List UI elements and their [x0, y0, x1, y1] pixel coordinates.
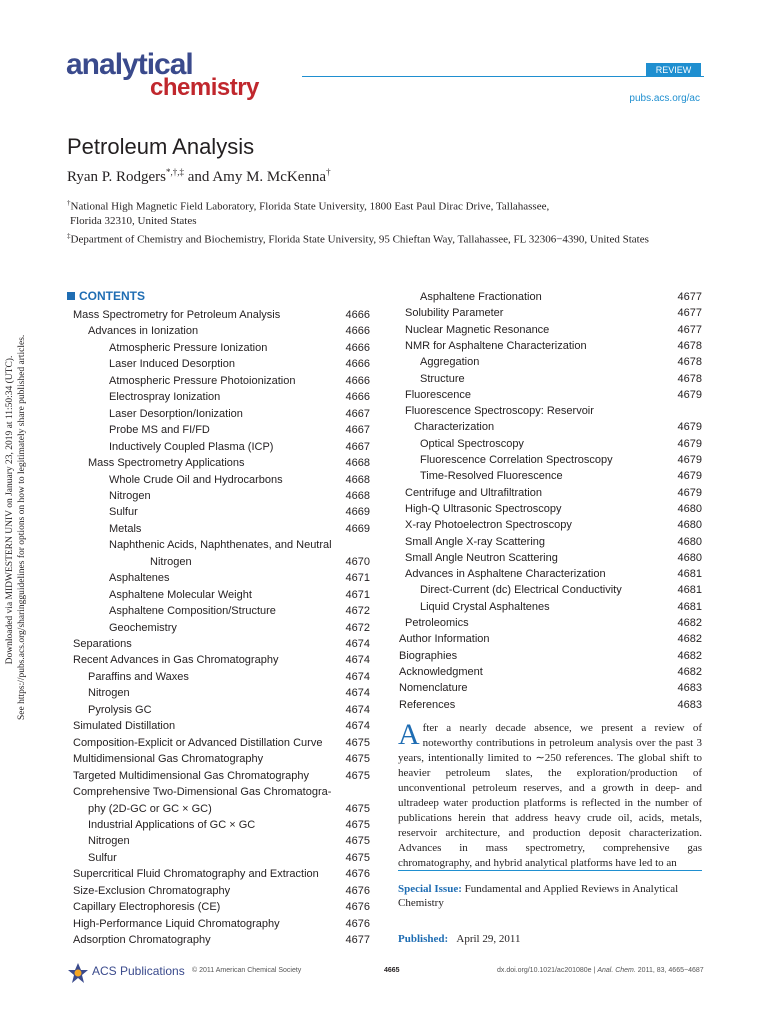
- toc-entry-page: 4675: [345, 769, 370, 782]
- toc-entry-page: 4674: [345, 703, 370, 716]
- toc-entry-title: Multidimensional Gas Chromatography: [73, 753, 264, 766]
- toc-entry-title: Targeted Multidimensional Gas Chromatography: [73, 769, 310, 782]
- toc-entry[interactable]: [420, 601, 550, 613]
- toc-entry-title: Nitrogen: [88, 835, 130, 848]
- toc-entry-page: 4674: [345, 638, 370, 650]
- toc-entry-page: 4677: [677, 307, 702, 320]
- toc-entry[interactable]: [405, 487, 542, 499]
- journal-url-link[interactable]: pubs.acs.org/ac: [629, 93, 700, 104]
- toc-entry[interactable]: [420, 470, 563, 482]
- toc-entry-page: 4677: [677, 291, 702, 303]
- toc-entry-page: 4672: [345, 605, 370, 618]
- toc-entry-page: 4682: [677, 617, 702, 629]
- page-number: 4665: [384, 967, 400, 974]
- toc-entry-page: 4671: [345, 588, 370, 601]
- toc-entry-page: 4668: [345, 489, 370, 502]
- toc-entry-title: Author Information: [399, 633, 490, 646]
- toc-entry-page: 4672: [345, 621, 370, 634]
- toc-entry[interactable]: [405, 519, 572, 531]
- toc-entry[interactable]: [399, 650, 457, 662]
- contents-heading-text: CONTENTS: [79, 289, 145, 303]
- toc-entry[interactable]: [88, 803, 212, 815]
- toc-entry-title: Aggregation: [420, 356, 480, 369]
- review-badge: REVIEW: [646, 63, 701, 77]
- toc-entry[interactable]: [73, 654, 278, 666]
- citation-line: dx.doi.org/10.1021/ac201080e | Anal. Chem. 2011, 83, 4665−4687: [497, 967, 704, 974]
- toc-entry-title: phy (2D-GC or GC × GC): [88, 802, 212, 815]
- toc-entry-page: 4669: [345, 522, 370, 535]
- toc-entry[interactable]: [405, 340, 587, 352]
- toc-entry-title: Biographies: [399, 649, 458, 662]
- toc-entry-page: 4682: [677, 633, 702, 646]
- toc-entry[interactable]: [88, 325, 198, 337]
- toc-entry-page: 4680: [677, 551, 702, 564]
- special-issue-label: Special Issue:: [398, 883, 462, 895]
- toc-entry-title: Naphthenic Acids, Naphthenates, and Neutral: [109, 539, 332, 552]
- toc-entry-page: 4678: [677, 372, 702, 385]
- affiliation-text: Florida 32310, United States: [70, 214, 197, 227]
- toc-entry-title: Characterization: [414, 421, 495, 434]
- toc-entry-title: Direct-Current (dc) Electrical Conductivity: [420, 584, 622, 597]
- toc-entry[interactable]: [109, 424, 210, 436]
- toc-entry-title: Metals: [109, 522, 142, 535]
- toc-entry-page: 4666: [345, 358, 370, 371]
- toc-entry-title: Comprehensive Two-Dimensional Gas Chromatogra-: [73, 786, 332, 799]
- toc-entry-page: 4679: [677, 437, 702, 450]
- toc-entry-title: Laser Induced Desorption: [109, 358, 235, 371]
- toc-entry[interactable]: [109, 622, 177, 634]
- affiliation-mark: †: [67, 199, 71, 207]
- toc-entry-title: Petroleomics: [405, 617, 469, 629]
- toc-entry[interactable]: [109, 375, 295, 387]
- toc-entry-page: 4671: [345, 572, 370, 585]
- toc-entry[interactable]: [420, 373, 465, 385]
- toc-entry[interactable]: [109, 474, 283, 486]
- toc-entry-page: 4679: [677, 388, 702, 401]
- toc-entry-page: 4667: [345, 424, 370, 437]
- toc-entry-title: Laser Desorption/Ionization: [109, 407, 243, 420]
- toc-entry-title: Fluorescence Correlation Spectroscopy: [420, 454, 613, 466]
- toc-entry-title: Nitrogen: [150, 555, 192, 568]
- toc-left-column: [73, 309, 370, 949]
- toc-entry-page: 4676: [345, 868, 370, 881]
- toc-entry-page: 4677: [677, 323, 702, 336]
- toc-entry-page: 4682: [677, 665, 702, 678]
- toc-entry-title: Asphaltenes: [109, 572, 170, 585]
- toc-entry-title: Nitrogen: [109, 489, 151, 502]
- toc-entry[interactable]: [73, 918, 280, 930]
- toc-entry[interactable]: [399, 633, 490, 645]
- toc-entry-title: Composition-Explicit or Advanced Distillation Curve: [73, 736, 323, 749]
- toc-entry[interactable]: [73, 901, 220, 913]
- citation-journal: Anal. Chem.: [597, 967, 636, 974]
- toc-entry[interactable]: [420, 438, 524, 450]
- toc-entry-page: 4666: [345, 341, 370, 354]
- toc-entry[interactable]: [405, 568, 606, 580]
- toc-entry-title: Centrifuge and Ultrafiltration: [405, 486, 542, 499]
- special-issue-text: Fundamental and Applied Reviews in Analytical Chemistry: [398, 883, 679, 909]
- download-sidenote: [4, 300, 38, 720]
- toc-entry[interactable]: [405, 405, 594, 417]
- toc-entry-title: Atmospheric Pressure Ionization: [109, 341, 268, 354]
- toc-entry-page: 4680: [677, 502, 702, 515]
- toc-entry[interactable]: [88, 819, 255, 831]
- toc-entry-title: High-Performance Liquid Chromatography: [73, 917, 280, 930]
- toc-entry[interactable]: [73, 638, 132, 650]
- journal-logo-analytical: analytical: [66, 48, 193, 81]
- toc-entry-title: Whole Crude Oil and Hydrocarbons: [109, 473, 283, 486]
- toc-entry-title: NMR for Asphaltene Characterization: [405, 339, 587, 352]
- toc-entry[interactable]: [405, 552, 558, 564]
- toc-entry[interactable]: [73, 786, 331, 798]
- toc-entry-title: Atmospheric Pressure Photoionization: [109, 374, 296, 387]
- journal-logo-chemistry: chemistry: [150, 74, 259, 101]
- toc-entry-page: 4669: [345, 506, 370, 519]
- body-rule: [398, 870, 702, 871]
- toc-entry-page: 4667: [345, 440, 370, 453]
- toc-entry-title: Geochemistry: [109, 621, 177, 634]
- toc-entry-page: 4680: [677, 535, 702, 548]
- author-rodgers[interactable]: Ryan P. Rodgers: [67, 169, 166, 185]
- toc-entry-page: 4675: [345, 835, 370, 848]
- toc-entry[interactable]: [88, 852, 117, 864]
- toc-entry[interactable]: [88, 457, 245, 469]
- acs-publications-logo: ACS Publications: [92, 964, 185, 978]
- citation-details: 2011, 83, 4665−4687: [635, 967, 704, 974]
- toc-entry[interactable]: [88, 671, 189, 683]
- toc-entry-title: Asphaltene Fractionation: [420, 291, 542, 303]
- toc-entry-title: Advances in Ionization: [88, 325, 199, 338]
- toc-entry-title: Sulfur: [88, 851, 117, 864]
- toc-entry-page: 4675: [345, 736, 370, 749]
- toc-entry-title: Advances in Asphaltene Characterization: [405, 568, 606, 581]
- toc-entry-title: Asphaltene Molecular Weight: [109, 588, 252, 601]
- toc-entry-title: Electrospray Ionization: [109, 391, 221, 404]
- toc-entry[interactable]: [109, 572, 170, 584]
- toc-entry-page: 4674: [345, 654, 370, 667]
- toc-entry[interactable]: [88, 687, 130, 699]
- affiliation-2: [67, 229, 649, 247]
- toc-entry-title: References: [399, 698, 456, 711]
- toc-entry-title: Mass Spectrometry Applications: [88, 457, 245, 470]
- toc-entry-page: 4678: [677, 339, 702, 352]
- toc-entry[interactable]: [73, 720, 175, 732]
- toc-entry[interactable]: [109, 408, 243, 420]
- toc-entry-title: Time-Resolved Fluorescence: [420, 470, 563, 483]
- contents-heading: [67, 289, 145, 303]
- toc-entry-page: 4683: [677, 698, 702, 711]
- toc-entry[interactable]: [109, 605, 276, 617]
- author-marks: *,†,‡: [166, 167, 184, 177]
- toc-entry[interactable]: [405, 324, 549, 336]
- toc-entry-page: 4679: [677, 454, 702, 466]
- toc-entry-page: 4666: [345, 309, 370, 321]
- toc-entry-page: 4679: [677, 421, 702, 434]
- toc-entry[interactable]: [420, 291, 542, 303]
- author-list: [67, 167, 331, 186]
- toc-entry-title: Supercritical Fluid Chromatography and Extraction: [73, 868, 319, 881]
- toc-entry[interactable]: [420, 584, 622, 596]
- affiliation-mark: ‡: [67, 232, 71, 240]
- published-value: April 29, 2011: [456, 933, 521, 945]
- toc-entry-title: Pyrolysis GC: [88, 703, 152, 716]
- toc-entry[interactable]: [109, 490, 151, 502]
- published-date: [398, 933, 520, 945]
- toc-entry[interactable]: [109, 441, 273, 453]
- toc-entry[interactable]: [405, 307, 503, 319]
- toc-entry-page: 4681: [677, 568, 702, 581]
- toc-entry-page: 4674: [345, 720, 370, 733]
- toc-entry-page: 4679: [677, 486, 702, 499]
- toc-entry-title: Sulfur: [109, 506, 138, 519]
- toc-entry-page: 4667: [345, 407, 370, 420]
- drop-cap: A: [398, 718, 420, 751]
- toc-entry-title: Nuclear Magnetic Resonance: [405, 323, 550, 336]
- published-label: Published:: [398, 933, 449, 945]
- toc-entry-title: Mass Spectrometry for Petroleum Analysis: [73, 309, 281, 321]
- toc-entry[interactable]: [109, 589, 252, 601]
- toc-entry-page: 4681: [677, 584, 702, 597]
- square-bullet-icon: [67, 292, 75, 300]
- toc-entry[interactable]: [399, 666, 483, 678]
- toc-entry-page: 4670: [345, 555, 370, 568]
- toc-entry[interactable]: [73, 885, 230, 897]
- toc-entry-page: 4679: [677, 470, 702, 483]
- toc-entry[interactable]: [405, 389, 471, 401]
- article-title: Petroleum Analysis: [67, 134, 255, 159]
- toc-entry[interactable]: [109, 539, 332, 551]
- toc-entry-title: Asphaltene Composition/Structure: [109, 605, 276, 618]
- acs-logo-icon: [66, 962, 90, 989]
- toc-entry[interactable]: [109, 391, 220, 403]
- toc-entry[interactable]: [420, 454, 613, 466]
- toc-entry-page: 4666: [345, 374, 370, 387]
- toc-entry[interactable]: [73, 309, 280, 321]
- toc-entry[interactable]: [73, 753, 263, 765]
- toc-entry-title: Fluorescence: [405, 388, 472, 401]
- affiliation-text: National High Magnetic Field Laboratory, Florida State University, 1800 East Paul Dirac Drive, Tallahassee,: [70, 200, 550, 213]
- toc-entry-title: Small Angle X-ray Scattering: [405, 535, 546, 548]
- toc-entry[interactable]: [414, 421, 494, 433]
- toc-entry-title: Size-Exclusion Chromatography: [73, 884, 231, 897]
- toc-entry[interactable]: [88, 835, 130, 847]
- affiliation-text: Department of Chemistry and Biochemistry, Florida State University, 95 Chieftan Way, Tallahassee, FL 32306−4390, United States: [70, 233, 649, 246]
- toc-entry-title: Nomenclature: [399, 682, 468, 695]
- toc-entry-page: 4683: [677, 682, 702, 695]
- author-marks: †: [326, 167, 331, 177]
- toc-entry-page: 4675: [345, 818, 370, 831]
- toc-entry-page: 4682: [677, 649, 702, 662]
- header-rule: [302, 76, 704, 77]
- download-note-line: Downloaded via MIDWESTERN UNIV on January 23, 2019 at 11:50:34 (UTC).: [5, 355, 15, 665]
- toc-entry[interactable]: [109, 523, 141, 535]
- toc-entry-page: 4674: [345, 687, 370, 700]
- toc-entry[interactable]: [88, 704, 152, 716]
- toc-entry-title: Simulated Distillation: [73, 720, 176, 733]
- toc-entry-page: 4677: [345, 934, 370, 947]
- toc-entry[interactable]: [73, 934, 211, 946]
- toc-entry-title: Paraffins and Waxes: [88, 670, 189, 683]
- toc-entry[interactable]: [399, 699, 455, 711]
- toc-entry-title: Solubility Parameter: [405, 307, 504, 320]
- author-mckenna[interactable]: and Amy M. McKenna: [184, 169, 327, 185]
- toc-entry-page: 4668: [345, 473, 370, 486]
- toc-entry[interactable]: [73, 770, 309, 782]
- toc-entry-page: 4674: [345, 670, 370, 683]
- toc-entry-title: Capillary Electrophoresis (CE): [73, 901, 221, 914]
- doi-link[interactable]: dx.doi.org/10.1021/ac201080e: [497, 967, 592, 974]
- toc-entry[interactable]: [405, 536, 545, 548]
- special-issue-note: [398, 882, 702, 910]
- toc-entry-title: Inductively Coupled Plasma (ICP): [109, 440, 274, 453]
- toc-entry-page: 4678: [677, 356, 702, 369]
- toc-entry-page: 4681: [677, 600, 702, 613]
- copyright-notice: © 2011 American Chemical Society: [192, 967, 302, 974]
- toc-entry[interactable]: [109, 358, 235, 370]
- toc-right-column: [399, 291, 702, 711]
- toc-entry-title: Industrial Applications of GC × GC: [88, 818, 256, 831]
- sharing-guidelines-link[interactable]: See https://pubs.acs.org/sharingguidelines for options on how to legitimately share published articles.: [17, 334, 27, 720]
- toc-entry-page: 4668: [345, 457, 370, 470]
- toc-entry-title: Optical Spectroscopy: [420, 437, 524, 450]
- toc-entry-page: 4675: [345, 802, 370, 815]
- intro-paragraph: [398, 718, 702, 871]
- toc-entry-title: Adsorption Chromatography: [73, 934, 211, 947]
- toc-entry-title: High-Q Ultrasonic Spectroscopy: [405, 502, 562, 515]
- toc-entry[interactable]: [109, 342, 267, 354]
- toc-entry-page: 4666: [345, 325, 370, 338]
- toc-entry[interactable]: [73, 737, 322, 749]
- toc-entry-title: Nitrogen: [88, 687, 130, 700]
- toc-entry-title: Structure: [420, 372, 465, 385]
- toc-entry[interactable]: [399, 682, 467, 694]
- toc-entry[interactable]: [420, 356, 479, 368]
- toc-entry-page: 4675: [345, 753, 370, 766]
- toc-entry[interactable]: [150, 556, 192, 568]
- toc-entry-page: 4666: [345, 391, 370, 404]
- toc-entry[interactable]: [109, 506, 138, 518]
- toc-entry-page: 4676: [345, 884, 370, 897]
- toc-entry-title: Recent Advances in Gas Chromatography: [73, 654, 279, 667]
- intro-text: fter a nearly decade absence, we present a review of noteworthy contributions in petroleum analysis over the past 3 years, intentionally limited to ∼250 references. The global shift to heavier petroleum slates, the exploration/production of unconventional petroleum reserves, and a growth in deep- and ultradeep water production platforms is reflected in the number of publications herein that address heavy crude oil, acids, metals, reservoir architecture, and production deposit characterization. Advances in mass spectrometry, comprehensive gas chromatography, and hybrid analytical platforms have led to an: [398, 722, 702, 869]
- toc-entry-title: Small Angle Neutron Scattering: [405, 551, 558, 564]
- toc-entry[interactable]: [405, 617, 469, 629]
- toc-entry-title: X-ray Photoelectron Spectroscopy: [405, 519, 572, 532]
- toc-entry-title: Probe MS and FI/FD: [109, 424, 210, 437]
- toc-entry-title: Liquid Crystal Asphaltenes: [420, 600, 550, 613]
- toc-entry-page: 4676: [345, 901, 370, 914]
- toc-entry[interactable]: [405, 503, 562, 515]
- toc-entry-page: 4676: [345, 917, 370, 930]
- toc-entry-page: 4675: [345, 851, 370, 864]
- toc-entry-title: Acknowledgment: [399, 665, 483, 678]
- toc-entry-title: Separations: [73, 638, 132, 650]
- toc-entry-title: Fluorescence Spectroscopy: Reservoir: [405, 405, 594, 418]
- affiliation-1: [67, 196, 549, 228]
- toc-entry-page: 4680: [677, 519, 702, 532]
- toc-entry[interactable]: [73, 868, 319, 880]
